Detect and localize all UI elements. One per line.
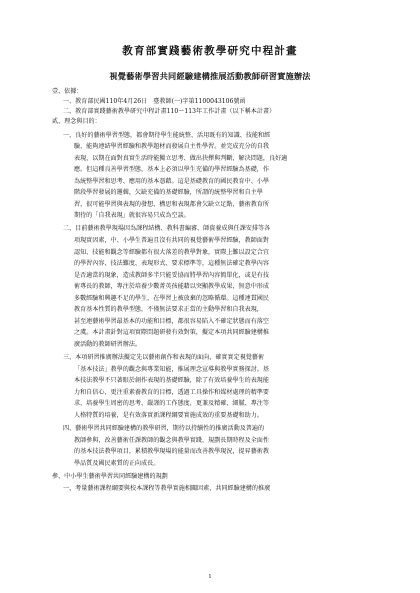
paragraph-line: 學品質及國民素質的正向成長。 (74, 460, 160, 467)
planning-item-1: 一、考量藝術課程綱要與校本課程等教學實施相關因素，共同經驗建構的推廣 (63, 485, 271, 492)
paragraph-line: 期待的「自我表現」就很容易只成為空談。 (74, 212, 190, 219)
paragraph-line: 四、藝術學習共同經驗建構的教學研習，期待以持續性的推廣活動及普遍的 (63, 425, 265, 432)
paragraph-line: 表現，以期在面對真實生活時能獨立思考、做出抉擇與判斷，解決問題，良好適 (74, 155, 288, 162)
paragraph-line: 人格特質的培養，是有效落實新課程綱要實施成效的重要基礎和助力。 (74, 412, 263, 419)
section-heading-planning: 參、中小學生藝術學習共同經驗建構的規劃 (52, 473, 168, 480)
paragraph-line: 的基本技法教學項目，累積教學現場的能量而改善教學現況，提昇藝術教 (74, 448, 269, 455)
section-heading-basis: 壹、依據： (52, 88, 83, 95)
paragraph-line: 多數經驗和興趣不足的學生，在學習上被放棄的忽略循環。這種連貫國民 (74, 295, 269, 302)
paragraph-line: 是否適當的現象，造成教師多半只能妥協而將學習內容簡單化，或是有技 (74, 272, 269, 279)
document-title: 教育部實踐藝術教學研究中程計畫 (122, 45, 298, 57)
paragraph-line: 本技法教學不只著眼於創作表現的基礎經驗，除了有效培養學生的表現能 (74, 377, 269, 384)
paragraph-line: 之虞。本計畫針對這項實際問題研發有效對策，擬定本項共同經驗建構推 (74, 329, 269, 336)
paragraph-line: 為統整學習和思考、應用的基本憑藉。這是基礎教育的國民教育中、小學 (74, 178, 269, 185)
paragraph-line: 階段學習發展的邏輯，欠缺充備的基礎經驗，所謂的統整學習和自主學 (74, 189, 263, 196)
paragraph-line: 力和自信心，更注重素養教育的目標，透過工具操作和媒材處理的精準要 (74, 389, 269, 396)
section-heading-philosophy: 貳、理念與目的： (52, 118, 101, 125)
paragraph-line: 一、良好的藝術學習型態，都會期待學生能統整、活用既有的知識、技能和經 (63, 132, 271, 139)
paragraph-line: 應。但這種良善學習型態，基本上必須以學生充備的學習經驗為基礎，作 (74, 166, 269, 173)
paragraph-line: 甚至連藝術學習最基本的功能和目標，都很容易陷入不確定狀態而有落空 (74, 318, 269, 325)
paragraph-line: 的學習內容、技法難度、表現形式、要求標準等，這種無法確定教學內容 (74, 260, 269, 267)
paragraph-line: 廣活動的教師研習辦法。 (74, 341, 142, 348)
paragraph-line: 項現實因素，中、小學生普遍且沒有共同的視覺藝術學習經驗，教師面對 (74, 237, 269, 244)
page-number: 1 (208, 574, 212, 580)
paragraph-line: 驗，能夠連結學習經驗和教學題材而發展自主性學習。並完成充分的自我 (74, 143, 269, 150)
basis-item-2: 二、教育部實踐藝術教學研究中程計畫110～113年工作計畫（以下稱本計畫） (63, 108, 276, 115)
paragraph-line: 求，培養學生周密的思考、嚴謹的工作態度，更兼及精確、細膩、專注等 (74, 400, 269, 407)
paragraph-line: 三、本項研習推廣辦法擬定先以藝術創作和表現的面向，確實實定視覺藝術 (63, 354, 265, 361)
paragraph-line: 二、目前藝術教學現場因為課程結構、教科書編審、師資養成與任課安排等各 (63, 225, 271, 232)
paragraph-line: 習，很可能學習與表現的發想、構思和表現都會欠缺立足點，藝術教育所 (74, 201, 269, 208)
paragraph-line: 術專長的教師，專注於培養少數菁英孩能藉以突顯教學成果，無意中形成 (74, 283, 269, 290)
basis-item-1: 一、教育部民國110年4月26日 臺教師(一)字第1100043106號函 (63, 98, 246, 105)
document-subtitle: 視覺藝術學習共同經驗建構推展活動教師研習實施辦法 (109, 71, 311, 81)
paragraph-line: 認知、技能和觀念等經驗都有很大落差的教學對象，實際上難以設定合宜 (74, 249, 269, 256)
paragraph-line: 教師參與，改善藝術任課教師的觀念與教學實踐，規劃長期時程及全面性 (74, 437, 269, 444)
paragraph-line: 教育基本性質的教學型態，不僅無法要求正當的主動學習和自我表現， (74, 306, 263, 313)
paragraph-line: 「基本技法」教學的觀念與專業知能，推展理念宣導與教學實務探討。基 (74, 366, 269, 373)
